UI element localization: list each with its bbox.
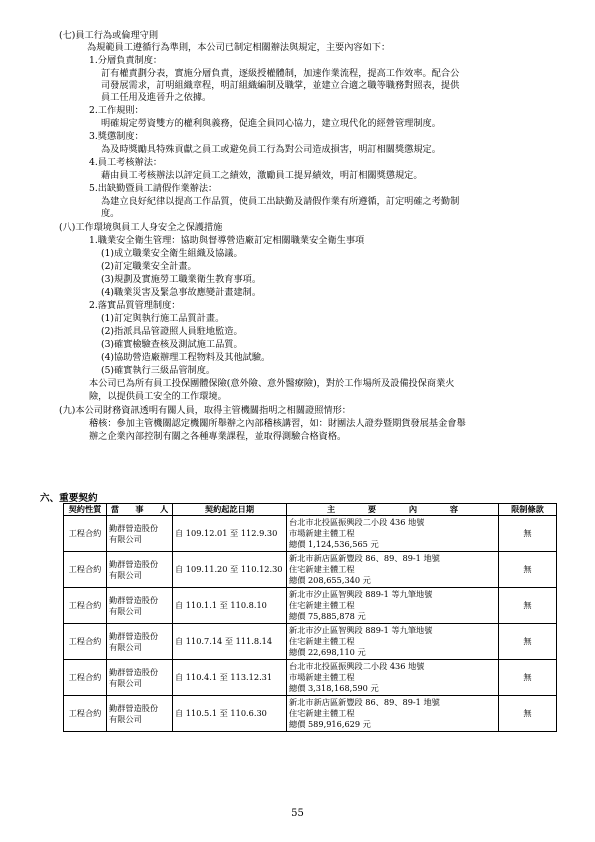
- party-line: 勤群營造股份: [109, 666, 159, 677]
- table-row: [64, 552, 557, 588]
- party-line: 有限公司: [109, 641, 142, 652]
- content-total: 總價 589,916,629 元: [289, 719, 371, 729]
- table-row: [64, 516, 557, 552]
- cell-period: 自 109.12.01 至 112.9.30: [173, 516, 287, 552]
- content-location: 新北市新店區新豐段 86、89、89-1 地號: [289, 697, 440, 707]
- paragraph-line: 為建立良好紀律以提高工作品質，使員工出缺勤及請假作業有所遵循，訂定明確之考勤制: [101, 196, 460, 207]
- content-project: 住宅新建主體工程: [289, 636, 355, 646]
- content-location: 新北市汐止區智興段 889-1 等九筆地號: [289, 625, 433, 635]
- content-project: 住宅新建主體工程: [289, 708, 355, 718]
- content-project: 住宅新建主體工程: [289, 564, 355, 574]
- cell-contract-type: 工程合約: [64, 624, 107, 660]
- content-project: 住宅新建主體工程: [289, 600, 355, 610]
- paragraph-line: 藉由員工考核辦法以評定員工之績效，激勵員工提昇績效，明訂相關獎懲規定。: [101, 170, 423, 181]
- party-line: 勤群營造股份: [109, 630, 159, 641]
- paragraph-line: 本公司已為所有員工投保團體保險(意外險、意外醫療險)，對於工作場所及設備投保商業火: [89, 378, 455, 389]
- header-party: 當 事 人: [107, 504, 173, 516]
- cell-party: [107, 624, 173, 660]
- content-total: 總價 75,885,878 元: [289, 611, 366, 621]
- party-line: 有限公司: [109, 533, 142, 544]
- heading-nine: (九)本公司財務資訊透明有關人員，取得主管機關指明之相關證照情形：: [59, 405, 351, 416]
- sub-item: (4)職業災害及緊急事故應變計畫建制。: [101, 287, 262, 298]
- cell-period: 自 110.1.1 至 110.8.10: [173, 588, 287, 624]
- content-total: 總價 3,318,168,590 元: [289, 683, 379, 693]
- cell-restrictions: 無: [499, 696, 557, 732]
- cell-party: [107, 552, 173, 588]
- table-row: [64, 696, 557, 732]
- cell-contract-type: 工程合約: [64, 516, 107, 552]
- cell-party: [107, 660, 173, 696]
- table-row: [64, 660, 557, 696]
- party-line: 有限公司: [109, 677, 142, 688]
- sub-item: (2)指派具品管證照人員駐地監造。: [101, 326, 243, 337]
- cell-content: [287, 552, 499, 588]
- item-heading: 3.獎懲制度：: [89, 131, 144, 142]
- heading-eight: (八)工作環境與員工人身安全之保護措施: [59, 222, 223, 233]
- item-heading: 1.職業安全衛生管理：協助與督導營造廠訂定相關職業安全衛生事項: [89, 235, 365, 246]
- cell-content: [287, 516, 499, 552]
- paragraph-line: 訂有權責劃分表，實施分層負責，逐級授權體制，加速作業流程，提高工作效率。配合公: [101, 68, 460, 79]
- content-location: 台北市北投區振興段二小段 436 地號: [289, 517, 425, 527]
- paragraph-line: 度。: [101, 208, 120, 219]
- party-line: 勤群營造股份: [109, 702, 159, 713]
- cell-contract-type: 工程合約: [64, 588, 107, 624]
- item-heading: 1.分層負責制度：: [89, 55, 163, 66]
- page-number: 55: [291, 808, 304, 819]
- content-project: 市場新建主體工程: [289, 672, 355, 682]
- cell-restrictions: 無: [499, 516, 557, 552]
- paragraph-line: 司發展需求，訂明組織章程，明訂組織編制及職掌，並建立合適之職等職務對照表，提供: [101, 80, 460, 91]
- sub-item: (3)確實檢驗查核及測試施工品質。: [101, 339, 243, 350]
- party-line: 有限公司: [109, 713, 142, 724]
- cell-period: 自 109.11.20 至 110.12.30: [173, 552, 287, 588]
- cell-party: [107, 696, 173, 732]
- sub-item: (3)規劃及實施勞工職業衛生教育事項。: [101, 274, 262, 285]
- cell-content: [287, 588, 499, 624]
- cell-content: [287, 660, 499, 696]
- table-row: [64, 588, 557, 624]
- cell-party: [107, 516, 173, 552]
- cell-restrictions: 無: [499, 588, 557, 624]
- paragraph-line: 為規範員工遵循行為準則，本公司已制定相關辦法與規定，主要內容如下：: [87, 42, 391, 53]
- item-heading: 2.工作規則：: [89, 105, 144, 116]
- item-heading: 4.員工考核辦法：: [89, 157, 163, 168]
- paragraph-line: 明確規定勞資雙方的權利與義務，促進全員同心協力，建立現代化的經營管理制度。: [101, 118, 441, 129]
- sub-item: (2)訂定職業安全計畫。: [101, 261, 197, 272]
- cell-period: 自 110.7.14 至 111.8.14: [173, 624, 287, 660]
- paragraph-line: 辦之企業內部控制有關之各種專業課程，並取得測驗合格資格。: [89, 431, 347, 442]
- party-line: 勤群營造股份: [109, 522, 159, 533]
- sub-item: (1)訂定與執行施工品質計畫。: [101, 313, 225, 324]
- paragraph-line: 員工任用及進晉升之依據。: [101, 92, 212, 103]
- paragraph-line: 為及時獎勵具特殊貢獻之員工或避免員工行為對公司造成損害，明訂相關獎懲規定。: [101, 144, 441, 155]
- content-project: 市場新建主體工程: [289, 528, 355, 538]
- cell-content: [287, 696, 499, 732]
- content-total: 總價 22,698,110 元: [289, 647, 366, 657]
- header-contract-type: 契約性質: [64, 504, 107, 516]
- content-total: 總價 1,124,536,565 元: [289, 539, 379, 549]
- sub-item: (1)成立職業安全衛生組織及協議。: [101, 248, 243, 259]
- header-restrictions: 限制條款: [499, 504, 557, 516]
- party-line: 勤群營造股份: [109, 558, 159, 569]
- section-title: 六、重要契約: [40, 493, 98, 504]
- cell-content: [287, 624, 499, 660]
- cell-party: [107, 588, 173, 624]
- cell-period: 自 110.4.1 至 113.12.31: [173, 660, 287, 696]
- cell-restrictions: 無: [499, 660, 557, 696]
- table-row: [64, 624, 557, 660]
- content-location: 新北市新店區新豐段 86、89、89-1 地號: [289, 553, 440, 563]
- party-line: 勤群營造股份: [109, 594, 159, 605]
- sub-item: (4)協助營造廠辦理工程物料及其他試驗。: [101, 352, 271, 363]
- header-period: 契約起訖日期: [173, 504, 287, 516]
- cell-contract-type: 工程合約: [64, 696, 107, 732]
- content-location: 新北市汐止區智興段 889-1 等九筆地號: [289, 589, 433, 599]
- heading-seven: (七)員工行為或倫理守則: [59, 30, 159, 41]
- header-content: 主 要 內 容: [287, 504, 499, 516]
- content-total: 總價 208,655,340 元: [289, 575, 371, 585]
- cell-period: 自 110.5.1 至 110.6.30: [173, 696, 287, 732]
- paragraph-line: 稽核：參加主管機關認定機關所舉辦之內部稽核講習，如：財團法人證券暨期貨發展基金會舉: [89, 418, 466, 429]
- party-line: 有限公司: [109, 569, 142, 580]
- content-location: 台北市北投區振興段二小段 436 地號: [289, 661, 425, 671]
- cell-contract-type: 工程合約: [64, 660, 107, 696]
- item-heading: 5.出缺勤暨員工請假作業辦法：: [89, 183, 218, 194]
- cell-restrictions: 無: [499, 552, 557, 588]
- cell-contract-type: 工程合約: [64, 552, 107, 588]
- contracts-table: [63, 503, 557, 732]
- item-heading: 2.落實品質管理制度：: [89, 300, 181, 311]
- sub-item: (5)確實執行三級品管制度。: [101, 365, 216, 376]
- table-header-row: [64, 504, 557, 516]
- paragraph-line: 險，以提供員工安全的工作環境。: [89, 391, 227, 402]
- cell-restrictions: 無: [499, 624, 557, 660]
- party-line: 有限公司: [109, 605, 142, 616]
